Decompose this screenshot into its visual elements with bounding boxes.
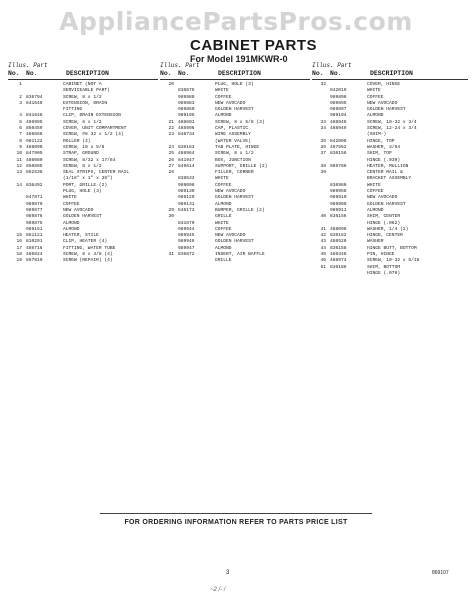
- illus-number: 1: [19, 82, 22, 87]
- part-number: 487562: [330, 144, 347, 150]
- part-description: GRILLE: [215, 214, 232, 220]
- part-number: 989945: [178, 233, 195, 239]
- part-number: 836158: [330, 245, 347, 251]
- part-description: SCREW, 12-24 x 3/4: [367, 126, 417, 132]
- part-number: 989195: [178, 113, 195, 119]
- part-description: COFFEE: [367, 189, 384, 195]
- header-part-no: No.: [26, 70, 38, 77]
- parts-column-1: [8, 62, 158, 265]
- part-description: FITTING: [63, 107, 83, 113]
- illus-number: 38: [320, 163, 326, 169]
- column-header: [312, 70, 468, 80]
- illus-part-label: Illus. Part: [8, 62, 48, 69]
- parts-column-3: [312, 62, 468, 277]
- illus-number: 25: [168, 151, 174, 157]
- part-description: HINGE, CENTER: [367, 233, 403, 239]
- illus-number: 10: [16, 151, 22, 157]
- part-number: 488964: [178, 151, 195, 157]
- part-number: 486080: [26, 157, 43, 163]
- part-number: 836186: [330, 264, 347, 270]
- part-description: CAP, PLASTIC: [215, 126, 249, 132]
- part-description: ALMOND: [63, 220, 80, 226]
- part-number: 810291: [26, 239, 43, 245]
- part-number: 989895: [330, 100, 347, 106]
- part-number: 486520: [330, 239, 347, 245]
- illus-number: 4: [19, 113, 22, 119]
- part-number: 486716: [26, 245, 43, 251]
- part-description: WHITE: [367, 182, 381, 188]
- header-description: DESCRIPTION: [218, 70, 261, 77]
- part-description: WASHER: [367, 239, 384, 245]
- header-description: DESCRIPTION: [66, 70, 109, 77]
- illus-number: 31: [168, 252, 174, 258]
- part-description: PLUG, HOLE (3): [63, 189, 102, 195]
- illus-number: 11: [16, 157, 22, 163]
- part-number: 989875: [26, 220, 43, 226]
- header-part-no: No.: [178, 70, 190, 77]
- illus-number: 29: [168, 207, 174, 213]
- part-number: 488974: [330, 258, 347, 264]
- ordering-footer: FOR ORDERING INFORMATION REFER TO PARTS PRICE LIST: [124, 519, 348, 526]
- part-description: STRAP, GROUND: [63, 151, 99, 157]
- part-description: SCREW, #8 32 x 1/2 (4): [63, 132, 124, 138]
- part-description: BUMPER, GRILLE (2): [215, 207, 265, 213]
- part-number: 842019: [330, 88, 347, 94]
- part-description: WASHER, 3/64: [367, 144, 401, 150]
- part-description: (1/16" x 1" x 36"): [63, 176, 113, 182]
- part-description: HINGE BUTT, BOTTOM: [367, 245, 417, 251]
- illus-number: 9: [19, 144, 22, 150]
- part-number: 848734: [178, 132, 195, 138]
- part-number: 989897: [330, 107, 347, 113]
- column-header: [8, 70, 158, 80]
- part-number: 841646: [26, 100, 43, 106]
- part-number: 841670: [178, 220, 195, 226]
- illus-number: 16: [16, 239, 22, 245]
- part-number: 989947: [178, 245, 195, 251]
- illus-number: 12: [16, 163, 22, 169]
- part-number: 841947: [178, 157, 195, 163]
- part-number: 989911: [330, 207, 347, 213]
- part-number: 989786: [330, 163, 347, 169]
- part-description: CENTER RAIL &: [367, 170, 403, 176]
- part-description: SCREW, 10 x 5/8: [63, 144, 105, 150]
- handwritten-mark: ~2 /- /: [210, 587, 226, 593]
- illus-number: 14: [16, 182, 22, 188]
- part-number: 847871: [26, 195, 43, 201]
- part-number: 989194: [330, 113, 347, 119]
- part-number: 488946: [330, 119, 347, 125]
- page-title: CABINET PARTS: [190, 37, 318, 54]
- part-description: GOLDEN HARVEST: [367, 201, 406, 207]
- part-number: 989896: [330, 94, 347, 100]
- part-number: 849614: [178, 163, 195, 169]
- part-description: ALMOND: [367, 113, 384, 119]
- part-description: INSERT, AIR BAFFLE: [215, 252, 265, 258]
- part-number: 851121: [26, 233, 43, 239]
- part-number: 989944: [178, 226, 195, 232]
- part-description: COFFEE: [215, 94, 232, 100]
- part-description: NEW AVOCADO: [63, 207, 94, 213]
- part-number: 989883: [178, 100, 195, 106]
- header-illus-no: No.: [160, 70, 172, 77]
- part-number: 836158: [330, 151, 347, 157]
- part-number: 836163: [178, 144, 195, 150]
- illus-number: 23: [168, 132, 174, 138]
- part-number: 989850: [178, 107, 195, 113]
- part-number: 989129: [178, 195, 195, 201]
- part-description: NEW AVOCADO: [215, 233, 246, 239]
- illus-part-label: Illus. Part: [160, 62, 200, 69]
- part-description: GOLDEN HARVEST: [215, 107, 254, 113]
- part-description: SHIM, CENTER: [367, 214, 401, 220]
- model-subtitle: For Model 191MKWR-0: [190, 54, 288, 64]
- part-description: HEATER, STILE: [63, 233, 99, 239]
- part-description: ALMOND: [215, 245, 232, 251]
- part-description: ROLLER (4): [63, 138, 91, 144]
- part-description: (SHIM-): [367, 132, 387, 138]
- column-header: [160, 70, 310, 80]
- part-description: NEW AVOCADO: [215, 189, 246, 195]
- illus-number: 3: [19, 100, 22, 106]
- parts-rows: [160, 82, 310, 265]
- part-description: SCREW, 10-32 x 3/4: [367, 119, 417, 125]
- part-number: 989008: [178, 182, 195, 188]
- part-description: SCREW, 8 x 1/2: [63, 94, 102, 100]
- part-number: 989958: [330, 189, 347, 195]
- illus-number: 18: [16, 252, 22, 258]
- part-number: 989131: [178, 201, 195, 207]
- part-description: COVER, UNIT COMPARTMENT: [63, 126, 127, 132]
- illus-number: 28: [168, 170, 174, 176]
- part-description: CLIP, HEATER (4): [63, 239, 108, 245]
- part-description: COVER, HINGE: [367, 82, 401, 87]
- part-number: 842008: [330, 138, 347, 144]
- part-number: 488090: [26, 144, 43, 150]
- part-description: ALMOND: [63, 226, 80, 232]
- illus-number: 51: [320, 264, 326, 270]
- part-description: WHITE: [215, 88, 229, 94]
- part-description: EXTENSION, DRAIN: [63, 100, 108, 106]
- part-description: PLUG, HOLE (3): [215, 82, 254, 87]
- illus-number: 41: [320, 226, 326, 232]
- part-description: WIRE ASSEMBLY: [215, 132, 251, 138]
- part-description: WHITE: [215, 176, 229, 182]
- parts-row: [8, 258, 158, 264]
- site-watermark: AppliancePartsPros.com: [59, 7, 413, 36]
- part-description: HINGE (.062): [367, 220, 401, 226]
- parts-rows: [312, 82, 468, 277]
- illus-number: 45: [320, 252, 326, 258]
- illus-number: 43: [320, 239, 326, 245]
- illus-number: 44: [320, 245, 326, 251]
- part-description: WHITE: [367, 88, 381, 94]
- part-description: SCREW (REPAIR) (4): [63, 258, 113, 264]
- part-description: WHITE: [63, 195, 77, 201]
- part-description: COFFEE: [367, 94, 384, 100]
- illus-number: 17: [16, 245, 22, 251]
- illus-number: 33: [320, 119, 326, 125]
- part-number: 989909: [330, 201, 347, 207]
- illus-number: 5: [19, 119, 22, 125]
- part-description: HINGE (.030): [367, 157, 401, 163]
- illus-number: 30: [168, 214, 174, 220]
- part-description: SCREW, 8/32 x 17/64: [63, 157, 116, 163]
- header-illus-no: No.: [8, 70, 20, 77]
- parts-rows: [8, 82, 158, 265]
- header-illus-no: No.: [312, 70, 324, 77]
- part-number: 485996: [178, 126, 195, 132]
- part-description: GRILLE: [215, 258, 232, 264]
- part-number: 850459: [26, 126, 43, 132]
- part-number: 852536: [26, 170, 43, 176]
- illus-part-label: Illus. Part: [312, 62, 352, 69]
- part-description: BOX, JUNCTION: [215, 157, 251, 163]
- part-number: 989151: [26, 226, 43, 232]
- illus-number: 39: [320, 170, 326, 176]
- part-number: 836492: [26, 182, 43, 188]
- part-number: 989870: [26, 201, 43, 207]
- part-number: 981122: [26, 138, 43, 144]
- parts-column-2: [160, 62, 310, 265]
- part-description: WASHER, 1/4 (2): [367, 226, 409, 232]
- illus-number: 46: [320, 258, 326, 264]
- part-description: SCREW, 8 x 1/2: [215, 151, 254, 157]
- part-number: 488601: [178, 119, 195, 125]
- part-description: SCREW, 8 x 1/2: [63, 119, 102, 125]
- part-description: SCREW, 8 x 5/8 (3): [215, 119, 265, 125]
- part-description: COFFEE: [215, 182, 232, 188]
- illus-number: 36: [320, 144, 326, 150]
- part-number: 989130: [178, 189, 195, 195]
- illus-number: 2: [19, 94, 22, 100]
- part-description: ALMOND: [215, 201, 232, 207]
- parts-row: [312, 271, 468, 277]
- part-number: 486995: [26, 119, 43, 125]
- part-description: GOLDEN HARVEST: [215, 195, 254, 201]
- illus-number: 32: [320, 82, 326, 87]
- part-description: TAB PLATE, HINGE: [215, 144, 260, 150]
- part-number: 488949: [330, 126, 347, 132]
- illus-number: 20: [168, 82, 174, 87]
- part-number: 546173: [178, 207, 195, 213]
- part-description: HEATER, MULLION: [367, 163, 409, 169]
- part-description: FILLER, CORNER: [215, 170, 254, 176]
- part-number: 486824: [26, 252, 43, 258]
- part-description: NEW AVOCADO: [367, 100, 398, 106]
- part-description: WHITE: [215, 220, 229, 226]
- part-description: COFFEE: [63, 201, 80, 207]
- illus-number: 21: [168, 119, 174, 125]
- part-description: ALMOND: [215, 113, 232, 119]
- part-number: 838533: [178, 176, 195, 182]
- part-description: SCREW, 8 x 3/8 (4): [63, 252, 113, 258]
- part-description: ALMOND: [367, 207, 384, 213]
- part-description: SHIM, TOP: [367, 151, 392, 157]
- part-description: SHIM, BOTTOM: [367, 264, 401, 270]
- part-number: 836156: [330, 214, 347, 220]
- part-number: 836794: [26, 94, 43, 100]
- part-description: CLIP, DRAIN EXTENSION: [63, 113, 121, 119]
- part-description: BRACKET ASSEMBLY: [367, 176, 412, 182]
- illus-number: 40: [320, 214, 326, 220]
- part-description: COFFEE: [215, 226, 232, 232]
- part-description: SEAL STRIPS, CENTER RAIL: [63, 170, 130, 176]
- part-description: SERVICEABLE PART): [63, 88, 110, 94]
- part-number: 989980: [178, 94, 195, 100]
- part-description: SCREW, 8 x 1/2: [63, 163, 102, 169]
- part-number: 836960: [330, 182, 347, 188]
- footer-rule: [100, 513, 372, 514]
- part-number: 847905: [26, 151, 43, 157]
- part-description: PIN, HINGE: [367, 252, 395, 258]
- part-description: FITTING, WATER TUBE: [63, 245, 116, 251]
- part-description: GOLDEN HARVEST: [63, 214, 102, 220]
- part-description: SCREW, 10-32 x 5/16: [367, 258, 420, 264]
- part-description: (WATER VALVE): [215, 138, 251, 144]
- illus-number: 37: [320, 151, 326, 157]
- part-number: 836872: [178, 252, 195, 258]
- part-description: CABINET (NOT A: [63, 82, 102, 87]
- illus-number: 35: [320, 138, 326, 144]
- part-number: 989946: [178, 239, 195, 245]
- document-code: 869107: [432, 570, 449, 576]
- part-description: SUPPORT, GRILLE (2): [215, 163, 268, 169]
- illus-number: 6: [19, 126, 22, 132]
- illus-number: 22: [168, 126, 174, 132]
- illus-number: 15: [16, 233, 22, 239]
- illus-number: 7: [19, 132, 22, 138]
- part-description: HINGE, TOP: [367, 138, 395, 144]
- part-number: 989877: [26, 207, 43, 213]
- part-description: NEW AVOCADO: [215, 100, 246, 106]
- part-number: 989910: [330, 195, 347, 201]
- illus-number: 27: [168, 163, 174, 169]
- part-number: 857810: [26, 258, 43, 264]
- header-part-no: No.: [330, 70, 342, 77]
- illus-number: 42: [320, 233, 326, 239]
- part-description: HINGE (.070): [367, 270, 401, 276]
- part-number: 486346: [330, 252, 347, 258]
- part-number: 841648: [26, 113, 43, 119]
- part-number: 836152: [330, 233, 347, 239]
- header-description: DESCRIPTION: [370, 70, 413, 77]
- illus-number: 13: [16, 170, 22, 176]
- part-number: 486658: [26, 132, 43, 138]
- part-description: GOLDEN HARVEST: [215, 239, 254, 245]
- part-description: NEW AVOCADO: [367, 195, 398, 201]
- parts-row: [160, 258, 310, 264]
- part-description: PORT, GRILLE (2): [63, 182, 108, 188]
- part-number: 836675: [178, 88, 195, 94]
- part-description: GOLDEN HARVEST: [367, 107, 406, 113]
- illus-number: 19: [16, 258, 22, 264]
- part-number: 989876: [26, 214, 43, 220]
- illus-number: 34: [320, 126, 326, 132]
- part-number: 850895: [26, 163, 43, 169]
- part-number: 488096: [330, 226, 347, 232]
- page-number: 3: [226, 570, 230, 576]
- illus-number: 24: [168, 144, 174, 150]
- illus-number: 8: [19, 138, 22, 144]
- illus-number: 26: [168, 157, 174, 163]
